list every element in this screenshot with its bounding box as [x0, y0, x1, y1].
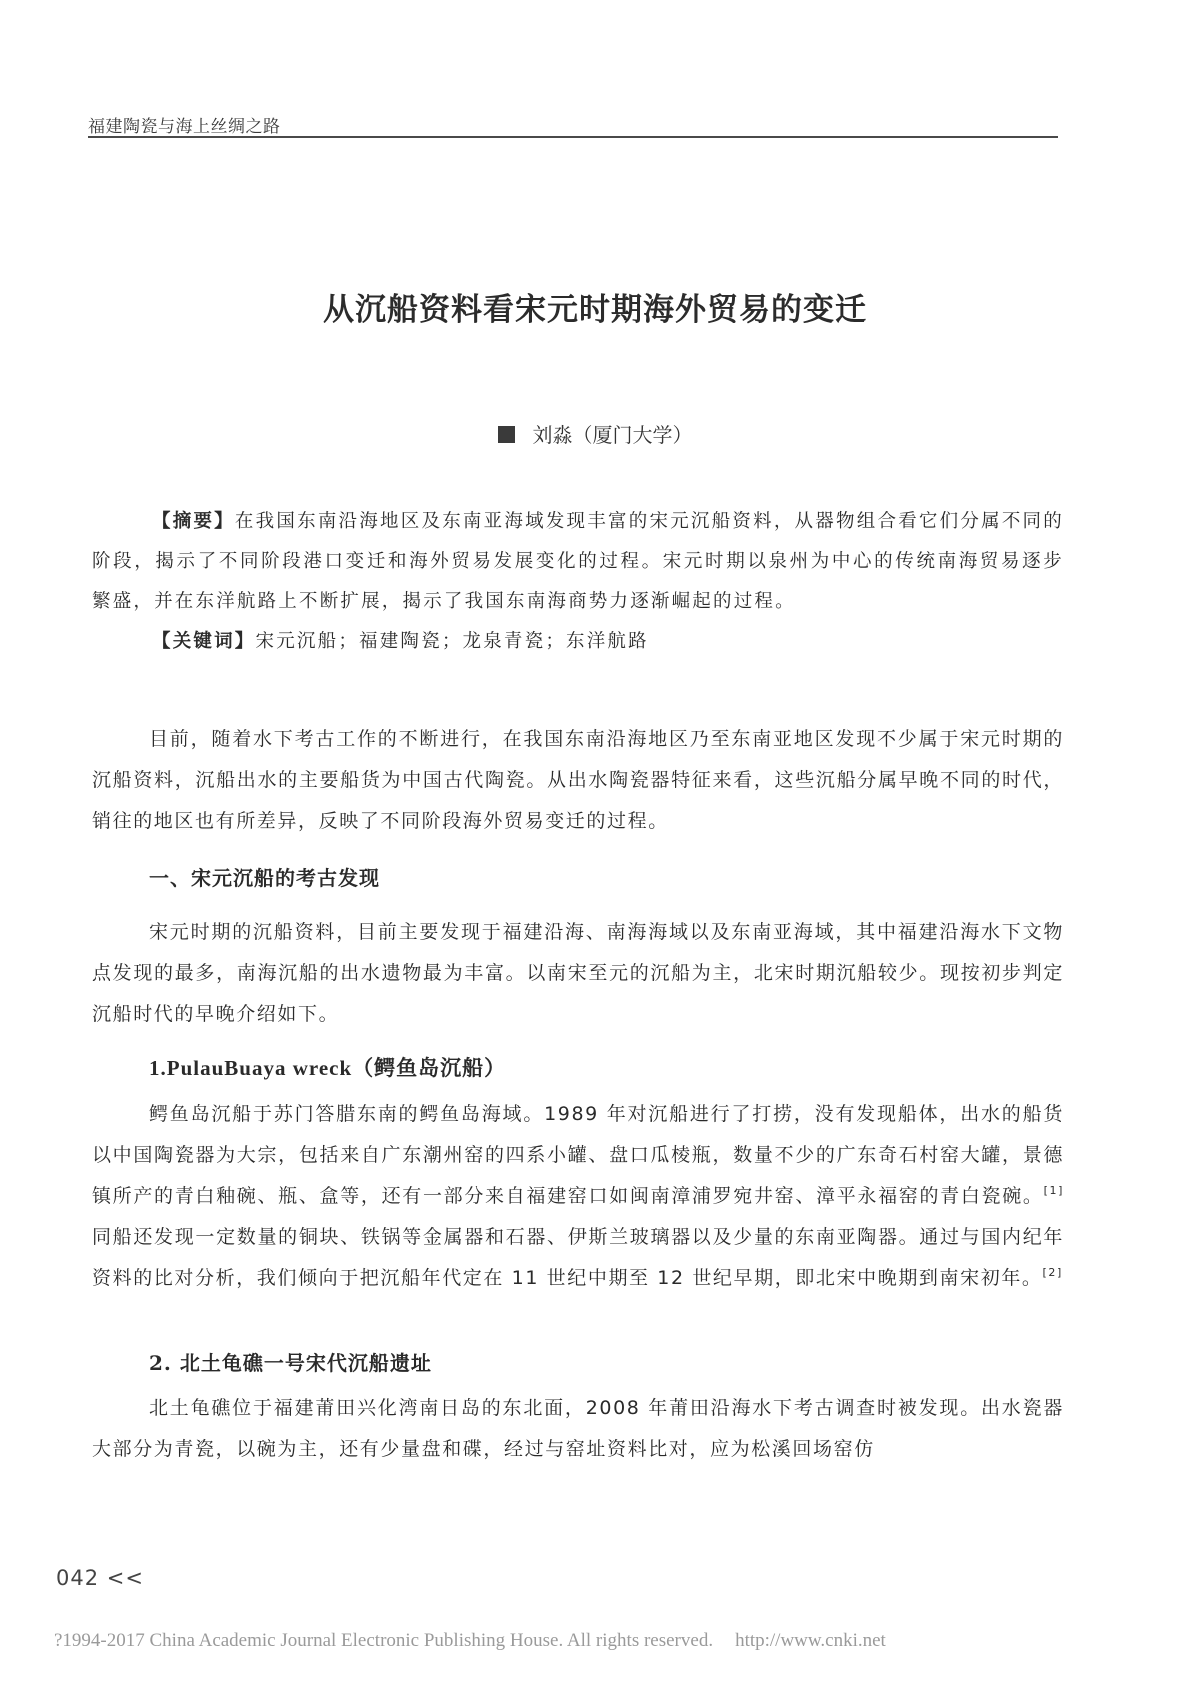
- footer-url-link[interactable]: http://www.cnki.net: [735, 1630, 886, 1651]
- section-1-heading: 一、宋元沉船的考古发现: [149, 866, 380, 890]
- running-header: 福建陶瓷与海上丝绸之路: [88, 117, 281, 137]
- intro-paragraph: 目前，随着水下考古工作的不断进行，在我国东南沿海地区乃至东南亚地区发现不少属于宋元时期的沉船资料，沉船出水的主要船货为中国古代陶瓷。从出水陶瓷器特征来看，这些沉船分属早晚不同的时代，销往的地区也有所差异，反映了不同阶段海外贸易变迁的过程。: [92, 728, 1064, 832]
- author-line: [0, 419, 1190, 448]
- header-divider: [88, 136, 1058, 138]
- copyright-text: ?1994-2017 China Academic Journal Electronic Publishing House. All rights reserved.: [54, 1630, 714, 1651]
- author-name: 刘淼（厦门大学）: [532, 423, 693, 447]
- footnote-ref-1[interactable]: [1]: [1043, 1184, 1064, 1197]
- subsection-2-paragraph: 北土龟礁位于福建莆田兴化湾南日岛的东北面，2008 年莆田沿海水下考古调查时被发现。出水瓷器大部分为青瓷，以碗为主，还有少量盘和碟，经过与窑址资料比对，应为松溪回场窑仿: [92, 1397, 1064, 1460]
- subsection-1-heading: 1.PulauBuaya wreck（鳄鱼岛沉船）: [149, 1056, 507, 1080]
- abstract-paragraph: [92, 502, 1064, 622]
- subsection-1-text-part1: 鳄鱼岛沉船于苏门答腊东南的鳄鱼岛海域。1989 年对沉船进行了打捞，没有发现船体，出水的船货以中国陶瓷器为大宗，包括来自广东潮州窑的四系小罐、盘口瓜棱瓶，数量不少的广东奇石村窑大罐，景德镇所产的青白釉碗、瓶、盒等，还有一部分来自福建窑口如闽南漳浦罗宛井窑、漳平永福窑的青白瓷碗。: [92, 1103, 1064, 1207]
- subsection-2-block: [92, 1388, 1064, 1470]
- subsection-2-heading: 2. 北土龟礁一号宋代沉船遗址: [149, 1351, 432, 1375]
- page-number: 042 <<: [56, 1566, 144, 1590]
- subsection-1-paragraph: [92, 1094, 1064, 1299]
- subsection-1-text-part2: 同船还发现一定数量的铜块、铁锅等金属器和石器、伊斯兰玻璃器以及少量的东南亚陶器。通过与国内纪年资料的比对分析，我们倾向于把沉船年代定在 11 世纪中期至 12 世纪早期，即北宋中晚期到南宋初年。: [92, 1226, 1064, 1289]
- keywords-paragraph: [92, 622, 1064, 662]
- keywords-text: 宋元沉船；福建陶瓷；龙泉青瓷；东洋航路: [255, 631, 649, 652]
- abstract-block: [92, 502, 1064, 662]
- abstract-text: 在我国东南沿海地区及东南亚海域发现丰富的宋元沉船资料，从器物组合看它们分属不同的阶段，揭示了不同阶段港口变迁和海外贸易发展变化的过程。宋元时期以泉州为中心的传统南海贸易逐步繁盛，并在东洋航路上不断扩展，揭示了我国东南海商势力逐渐崛起的过程。: [92, 511, 1064, 612]
- article-title: 从沉船资料看宋元时期海外贸易的变迁: [323, 292, 867, 328]
- author-bullet-icon: [498, 426, 515, 443]
- subsection-1-block: [92, 1094, 1064, 1299]
- footnote-ref-2[interactable]: [2]: [1042, 1266, 1063, 1279]
- section-1-block: [92, 912, 1064, 1035]
- keywords-label: 【关键词】: [152, 631, 256, 652]
- abstract-label: 【摘要】: [152, 511, 235, 532]
- intro-block: [92, 719, 1064, 842]
- footer-copyright: [54, 1630, 886, 1652]
- section-1-paragraph: 宋元时期的沉船资料，目前主要发现于福建沿海、南海海域以及东南亚海域，其中福建沿海水下文物点发现的最多，南海沉船的出水遗物最为丰富。以南宋至元的沉船为主，北宋时期沉船较少。现按初步判定沉船时代的早晚介绍如下。: [92, 921, 1064, 1025]
